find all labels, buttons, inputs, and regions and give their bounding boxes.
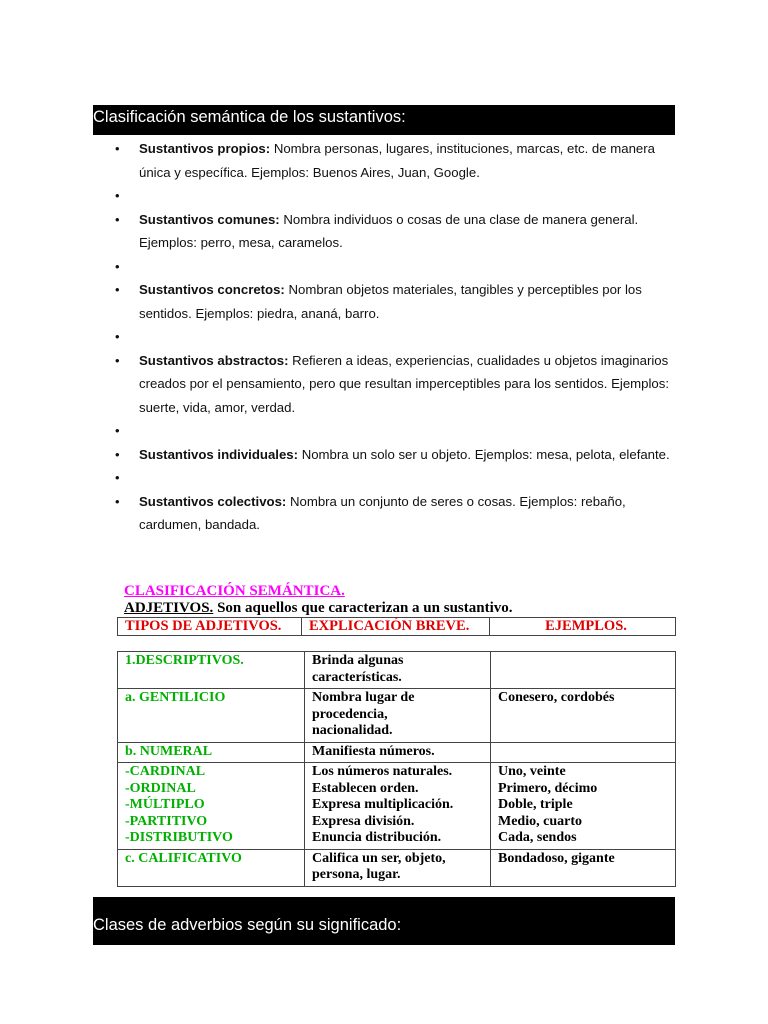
table-row <box>118 763 676 850</box>
type-cell: a. GENTILICIO <box>118 689 305 743</box>
table-row <box>118 849 676 886</box>
definition: Refieren a ideas, experiencias, cualidades u objetos imaginarios creados por el pensamiento, pero que resultan imperceptibles para los sentidos. Ejemplos: suerte, vida, amor, verdad. <box>139 352 669 415</box>
adjectives-title: CLASIFICACIÓN SEMÁNTICA. <box>124 583 345 599</box>
examples-cell: Conesero, cordobés <box>491 689 676 743</box>
table-row <box>118 742 676 763</box>
table-row <box>118 689 676 743</box>
list-item-empty <box>115 325 675 349</box>
term: Sustantivos concretos: <box>139 282 285 297</box>
adjectives-subtitle <box>124 600 677 616</box>
definition: Nombra personas, lugares, instituciones, marcas, etc. de manera única y específica. Ejemplos: Buenos Aires, Juan, Google. <box>139 141 655 180</box>
section-title-adverbios: Clases de adverbios según su significado: <box>93 897 675 945</box>
type-cell: b. NUMERAL <box>118 742 305 763</box>
list-item <box>115 490 675 537</box>
definition: Nombra un solo ser u objeto. Ejemplos: mesa, pelota, elefante. <box>298 446 670 462</box>
term: Sustantivos propios: <box>139 141 271 156</box>
list-item <box>115 349 675 420</box>
examples-cell <box>491 742 676 763</box>
list-item-empty <box>115 419 675 443</box>
term: Sustantivos abstractos: <box>139 352 289 368</box>
header-types: TIPOS DE ADJETIVOS. <box>118 618 302 636</box>
list-item-empty <box>115 184 675 208</box>
explanation-cell: Manifiesta números. <box>305 742 491 763</box>
list-item <box>115 137 675 184</box>
section-title-sustantivos: Clasificación semántica de los sustantivos: <box>93 105 675 135</box>
list-item-empty <box>115 466 675 490</box>
examples-cell: Bondadoso, gigante <box>491 849 676 886</box>
explanation-cell: Brinda algunas características. <box>305 652 491 689</box>
definition: Nombran objetos materiales, tangibles y perceptibles por los sentidos. Ejemplos: piedra, ananá, barro. <box>139 282 642 321</box>
table-row <box>118 652 676 689</box>
noun-classification-list <box>115 137 675 537</box>
term: Sustantivos colectivos: <box>139 493 287 509</box>
list-item-empty <box>115 255 675 279</box>
table-header-row <box>118 618 676 636</box>
definition: Nombra individuos o cosas de una clase de manera general. Ejemplos: perro, mesa, caramelos. <box>139 211 639 250</box>
adjectives-header-table <box>117 617 676 636</box>
type-cell: c. CALIFICATIVO <box>118 849 305 886</box>
list-item <box>115 208 675 255</box>
type-cell: -CARDINAL -ORDINAL -MÚLTIPLO -PARTITIVO -DISTRIBUTIVO <box>118 763 305 850</box>
term: Sustantivos individuales: <box>139 446 299 462</box>
adjectives-table <box>117 651 676 887</box>
term: Sustantivos comunes: <box>139 211 280 227</box>
examples-cell: Uno, veinte Primero, décimo Doble, triple Medio, cuarto Cada, sendos <box>491 763 676 850</box>
explanation-cell: Los números naturales. Establecen orden. Expresa multiplicación. Expresa división. Enuncia distribución. <box>305 763 491 850</box>
explanation-cell: Nombra lugar de procedencia, nacionalidad. <box>305 689 491 743</box>
explanation-cell: Califica un ser, objeto, persona, lugar. <box>305 849 491 886</box>
subtitle-text: Son aquellos que caracterizan a un sustantivo. <box>213 600 513 616</box>
list-item <box>115 278 675 325</box>
header-explanation: EXPLICACIÓN BREVE. <box>302 618 490 636</box>
list-item <box>115 443 675 467</box>
type-cell: 1.DESCRIPTIVOS. <box>118 652 305 689</box>
adjectives-figure <box>117 583 677 887</box>
subtitle-term: ADJETIVOS. <box>124 600 214 616</box>
definition: Nombra un conjunto de seres o cosas. Ejemplos: rebaño, cardumen, bandada. <box>139 493 626 532</box>
header-examples: EJEMPLOS. <box>490 618 676 636</box>
examples-cell <box>491 652 676 689</box>
